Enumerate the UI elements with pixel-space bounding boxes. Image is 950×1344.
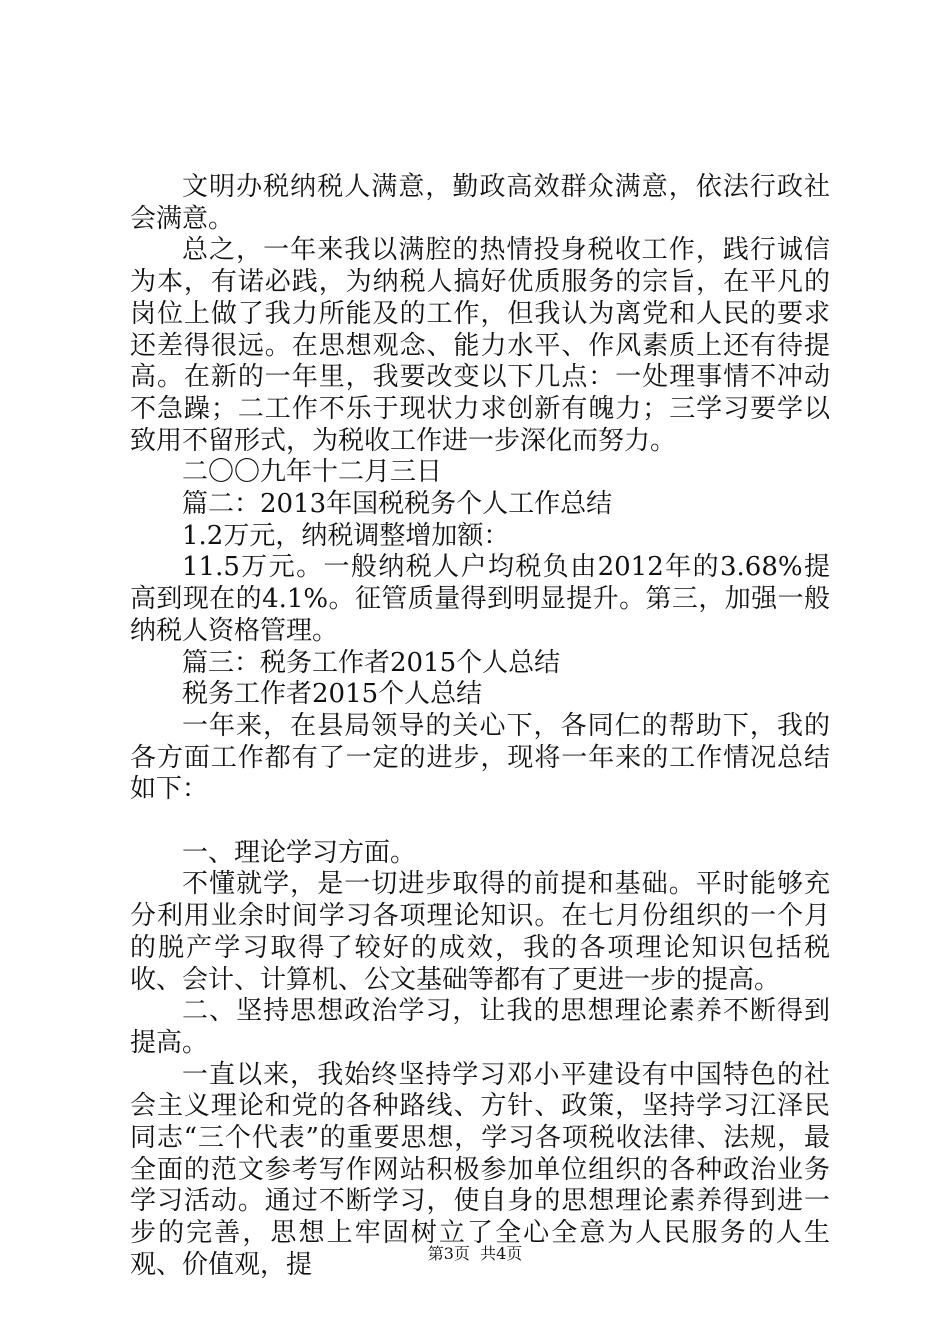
section-heading-3: 篇三：税务工作者2015个人总结: [182, 647, 561, 678]
paragraph-3: 1.2万元，纳税调整增加额：: [182, 520, 510, 551]
paragraph-7: 一直以来，我始终坚持学习邓小平建设有中国特色的社会主义理论和党的各种路线、方针、政策，坚持学习江泽民同志“三个代表”的重要思想，学习各项税收法律、法规，最全面的范文参考写作网站积极参加单位组织的各种政治业务学习活动。通过不断学习，使自身的思想理论素养得到进一步的完善，思想上牢固树立了全心全意为人民服务的人生观、价值观，提: [130, 1059, 830, 1280]
paragraph-4: 11.5万元。一般纳税人户均税负由2012年的3.68%提高到现在的4.1%。征管质量得到明显提升。第三，加强一般纳税人资格管理。: [130, 552, 830, 646]
paragraph-6: 不懂就学，是一切进步取得的前提和基础。平时能够充分利用业余时间学习各项理论知识。在七月份组织的一个月的脱产学习取得了较好的成效，我的各项理论知识包括税收、会计、计算机、公文基础等都有了更进一步的提高。: [130, 869, 830, 995]
subsection-heading-2: 二、坚持思想政治学习，让我的思想理论素养不断得到提高。: [130, 996, 830, 1058]
document-body: [130, 172, 830, 1282]
date-line: 二〇〇九年十二月三日: [182, 457, 443, 488]
page-number-footer: 第3页 共4页: [427, 1244, 523, 1263]
subsection-heading-1: 一、理论学习方面。: [182, 837, 417, 868]
section-subtitle: 税务工作者2015个人总结: [182, 679, 483, 710]
blank-line: [130, 806, 830, 838]
paragraph-1: 文明办税纳税人满意，勤政高效群众满意，依法行政社会满意。: [130, 172, 830, 234]
section-heading-2: 篇二：2013年国税税务个人工作总结: [182, 489, 613, 520]
paragraph-2: 总之，一年来我以满腔的热情投身税收工作，践行诚信为本，有诺必践，为纳税人搞好优质服务的宗旨，在平凡的岗位上做了我力所能及的工作，但我认为离党和人民的要求还差得很远。在思想观念、能力水平、作风素质上还有待提高。在新的一年里，我要改变以下几点：一处理事情不冲动不急躁；二工作不乐于现状力求创新有魄力；三学习要学以致用不留形式，为税收工作进一步深化而努力。: [130, 235, 830, 456]
paragraph-5: 一年来，在县局领导的关心下，各同仁的帮助下，我的各方面工作都有了一定的进步，现将一年来的工作情况总结如下：: [130, 710, 830, 805]
